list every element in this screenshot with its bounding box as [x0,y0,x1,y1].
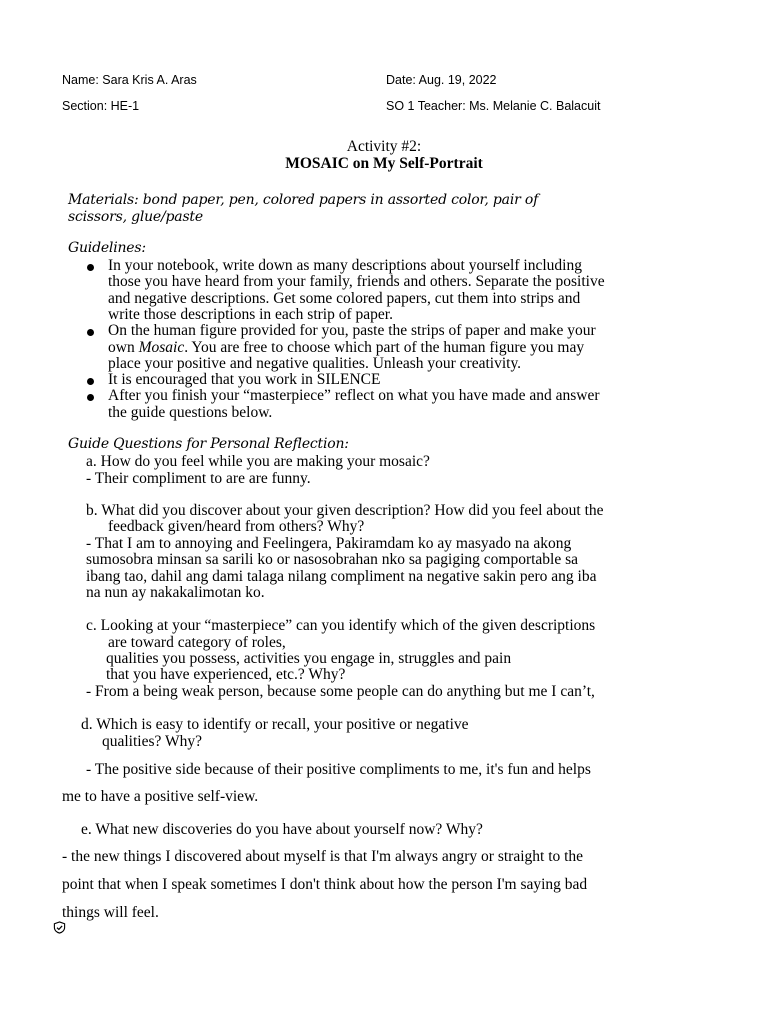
activity-title: MOSAIC on My Self-Portrait [285,155,483,172]
student-name: Name: Sara Kris A. Aras [62,73,197,87]
guide-heading: Guide Questions for Personal Reflection: [68,436,349,452]
materials-line-2: scissors, glue/paste [68,209,203,225]
activity-number: Activity #2: [346,138,422,155]
answer-c: - From a being weak person, because some people can do anything but me I can’t, [86,683,595,700]
materials-line-1: Materials: bond paper, pen, colored papers in assorted color, pair of [68,192,539,208]
question-d-line-1: d. Which is easy to identify or recall, your positive or negative [81,716,469,733]
bullet-icon [87,329,94,336]
bullet-icon [87,394,94,401]
answer-b-line-1: - That I am to annoying and Feelingera, Pakiramdam ko ay masyado na akong [86,535,572,552]
teacher: SO 1 Teacher: Ms. Melanie C. Balacuit [386,99,601,113]
answer-e-line-2: point that when I speak sometimes I don't think about how the person I'm saying bad [62,876,588,893]
date: Date: Aug. 19, 2022 [386,73,497,87]
question-a: a. How do you feel while you are making your mosaic? [86,453,430,470]
guideline-4-line-2: the guide questions below. [108,404,273,421]
guideline-2-text-a: own [108,339,139,356]
bullet-icon [87,378,94,385]
shield-check-icon [53,921,66,934]
guideline-2-mosaic: Mosaic [138,339,185,356]
bullet-icon [87,264,94,271]
guideline-3-line-1: It is encouraged that you work in SILENCE [108,371,381,388]
guideline-2-text-b: . You are free to choose which part of the human figure you may [184,339,585,356]
answer-e-line-1: - the new things I discovered about myself is that I'm always angry or straight to the [62,848,584,865]
guideline-1-line-4: write those descriptions in each strip of paper. [108,306,393,323]
guideline-1-line-2: those you have heard from your family, friends and others. Separate the positive [108,273,605,290]
guideline-1-line-1: In your notebook, write down as many descriptions about yourself including [108,257,582,274]
answer-d-line-1: - The positive side because of their positive compliments to me, it's fun and helps [86,761,591,778]
guideline-2-line-3: place your positive and negative qualities. Unleash your creativity. [108,355,522,372]
section: Section: HE-1 [62,99,140,113]
question-b-line-2: feedback given/heard from others? Why? [108,518,365,535]
guidelines-heading: Guidelines: [68,240,146,256]
question-e: e. What new discoveries do you have about yourself now? Why? [81,821,483,838]
answer-b-line-4: na nun ay nakakalimotan ko. [86,584,265,601]
question-c-line-1: c. Looking at your “masterpiece” can you identify which of the given descriptions [86,617,596,634]
question-c-line-3: qualities you possess, activities you engage in, struggles and pain [106,650,512,667]
answer-b-line-2: sumosobra minsan sa sarili ko or nasosobrahan nko sa pagiging comportable sa [86,551,579,568]
answer-b-line-3: ibang tao, dahil ang dami talaga nilang compliment na negative sakin pero ang iba [86,568,597,585]
answer-e-line-3: things will feel. [62,904,159,921]
guideline-4-line-1: After you finish your “masterpiece” reflect on what you have made and answer [108,387,600,404]
question-b-line-1: b. What did you discover about your given description? How did you feel about the [86,502,604,519]
question-d-line-2: qualities? Why? [102,733,203,750]
question-c-line-4: that you have experienced, etc.? Why? [106,666,346,683]
answer-a: - Their compliment to are are funny. [86,470,311,487]
guideline-1-line-3: and negative descriptions. Get some colored papers, cut them into strips and [108,290,581,307]
question-c-line-2: are toward category of roles, [108,634,286,651]
guideline-2-line-1: On the human figure provided for you, paste the strips of paper and make your [108,322,596,339]
answer-d-line-2: me to have a positive self-view. [62,788,259,805]
